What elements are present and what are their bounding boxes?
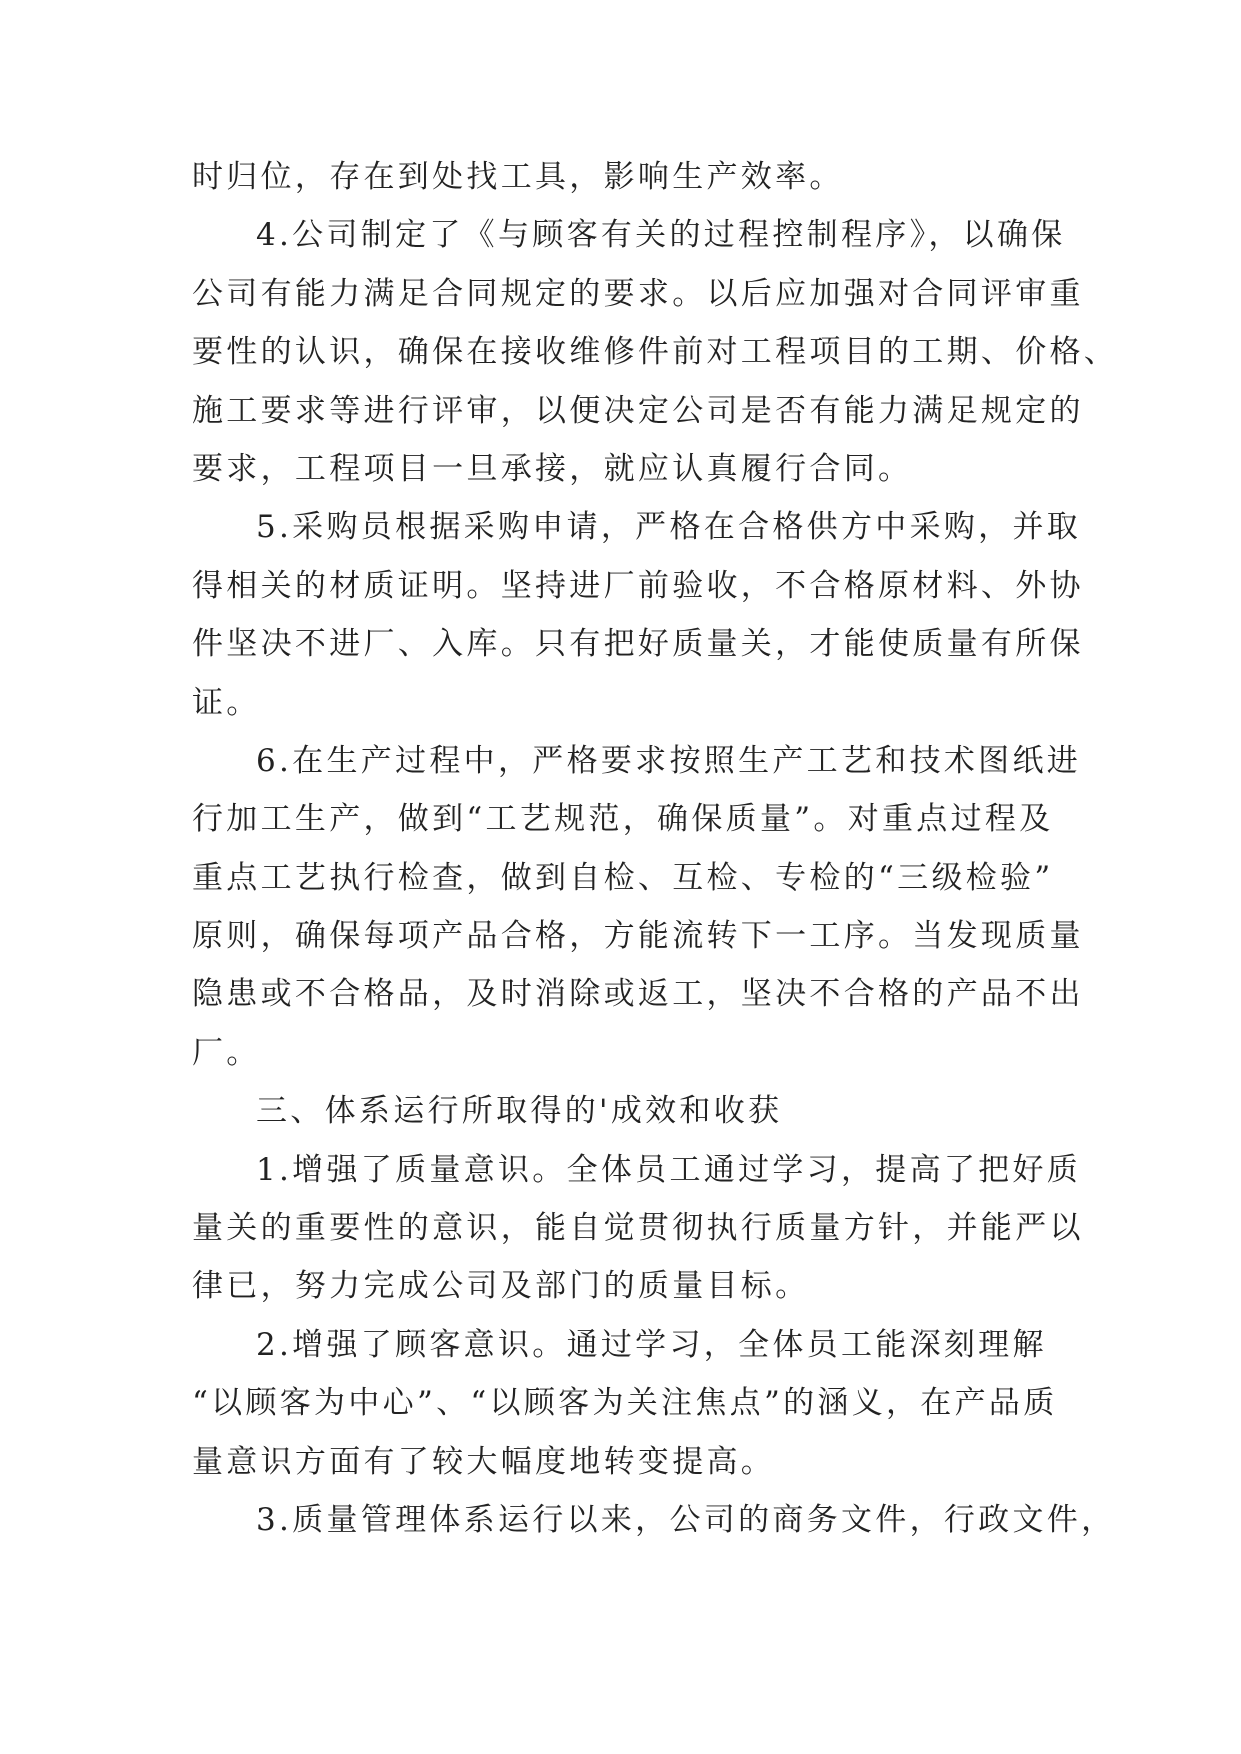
text-line: 时归位，存在到处找工具，影响生产效率。 (192, 159, 844, 195)
text-line: 量意识方面有了较大幅度地转变提高。 (192, 1443, 776, 1480)
text-line: “以顾客为中心”、“以顾客为关注焦点”的涵义，在产品质 (192, 1385, 1058, 1422)
text-line: 行加工生产，做到“工艺规范，确保质量”。对重点过程及 (192, 801, 1054, 838)
text-line: 重点工艺执行检查，做到自检、互检、专检的“三级检验” (192, 859, 1054, 896)
text-line: 施工要求等进行评审，以便决定公司是否有能力满足规定的 (192, 392, 1084, 429)
paragraph-item-2: 2.增强了顾客意识。通过学习，全体员工能深刻理解 (256, 1326, 1047, 1363)
text-line: 得相关的材质证明。坚持进厂前验收，不合格原材料、外协 (192, 567, 1084, 604)
text-line: 公司有能力满足合同规定的要求。以后应加强对合同评审重 (192, 275, 1084, 312)
paragraph-item-6: 6.在生产过程中，严格要求按照生产工艺和技术图纸进 (256, 742, 1082, 779)
paragraph-item-5: 5.采购员根据采购申请，严格在合格供方中采购，并取 (256, 509, 1082, 546)
text-line: 厂。 (192, 1034, 261, 1071)
paragraph-item-3: 3.质量管理体系运行以来，公司的商务文件，行政文件， (256, 1501, 1116, 1538)
document-body (192, 148, 1119, 1549)
text-line: 原则，确保每项产品合格，方能流转下一工序。当发现质量 (192, 918, 1084, 955)
text-line: 律已，努力完成公司及部门的质量目标。 (192, 1268, 810, 1305)
section-heading: 三、体系运行所取得的'成效和收获 (256, 1093, 783, 1130)
text-line: 证。 (192, 684, 261, 721)
text-line: 量关的重要性的意识，能自觉贯彻执行质量方针，并能严以 (192, 1210, 1084, 1247)
text-line: 件坚决不进厂、入库。只有把好质量关，才能使质量有所保 (192, 626, 1084, 663)
text-line: 要性的认识，确保在接收维修件前对工程项目的工期、价格、 (192, 334, 1119, 371)
paragraph-item-4: 4.公司制定了《与顾客有关的过程控制程序》，以确保 (256, 217, 1066, 254)
paragraph-item-1: 1.增强了质量意识。全体员工通过学习，提高了把好质 (256, 1151, 1082, 1188)
text-line: 要求，工程项目一旦承接，就应认真履行合同。 (192, 450, 913, 487)
text-line: 隐患或不合格品，及时消除或返工，坚决不合格的产品不出 (192, 976, 1084, 1013)
